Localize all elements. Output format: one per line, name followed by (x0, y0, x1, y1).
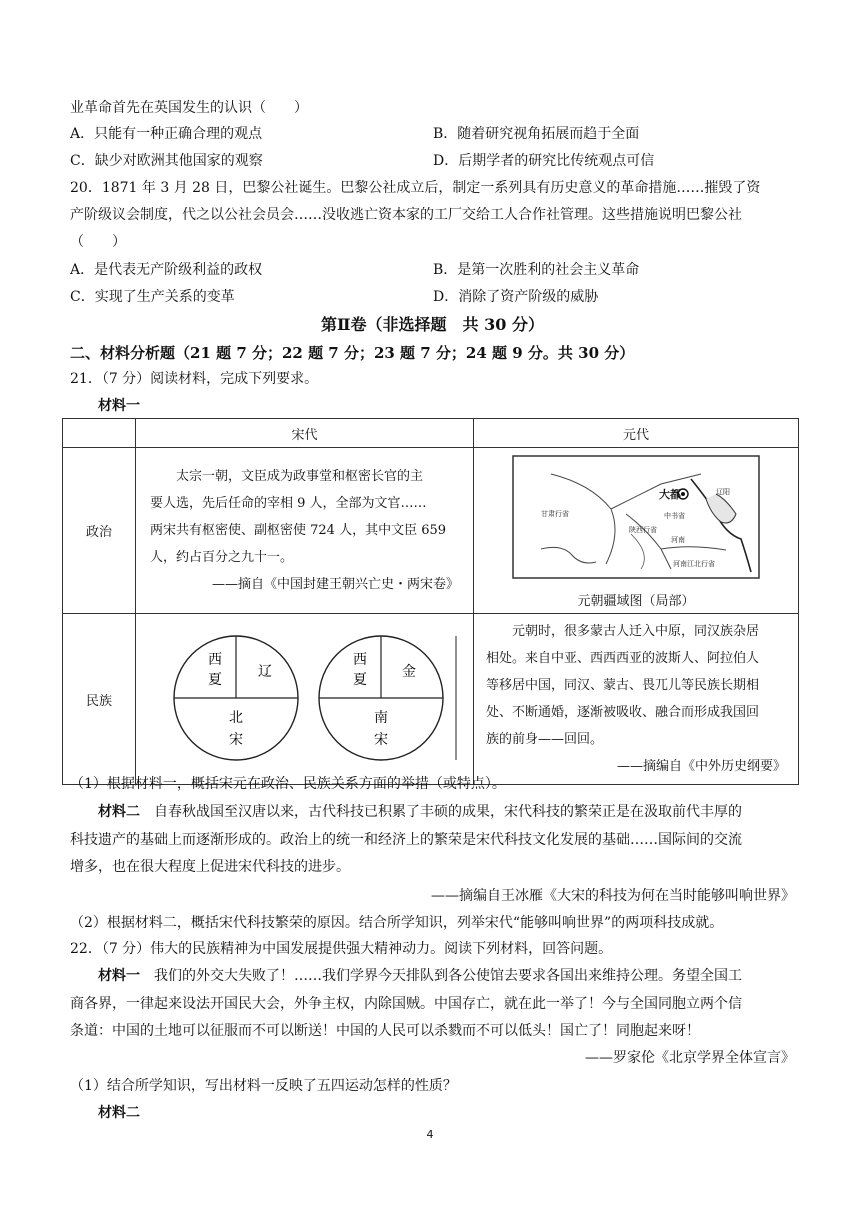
q19-option-d: D．后期学者的研究比传统观点可信 (433, 153, 655, 169)
map-label-henanjiangbei: 河南江北行省 (673, 560, 715, 568)
q22-material1-text-1: 我们的外交大失败了！……我们学界今天排队到各公使馆去要求各国出来维持公理。务望全国工 (140, 968, 742, 984)
song-politics-source: ——摘自《中国封建王朝兴亡史・两宋卷》 (211, 577, 459, 592)
col-header-song: 宋代 (136, 419, 474, 448)
q19-option-a: A．只能有一种正确合理的观点 (70, 126, 263, 142)
material1-label: 材料一 (98, 398, 140, 414)
song-politics-cell (136, 448, 474, 614)
circle2-xixia-2: 夏 (353, 672, 367, 688)
q20-line-2: 产阶级议会制度，代之以公社会员会……没收逃亡资本家的工厂交给工人合作社管理。这些措施说明巴黎公社 (70, 207, 742, 223)
map-label-dadu: 大都 (659, 488, 681, 501)
circle1-xixia-1: 西 (208, 652, 222, 668)
q19-stem-tail: 业革命首先在英国发生的认识（ ） (70, 100, 308, 116)
table-corner (63, 419, 136, 448)
material2-source: ——摘编自王冰雁《大宋的科技为何在当时能够叫响世界》 (431, 888, 795, 904)
yuan-ethnic-line: 等移居中国，同汉、蒙古、畏兀儿等民族长期相 (486, 678, 760, 693)
row-label-politics: 政治 (63, 448, 136, 614)
material2-label: 材料二 (98, 804, 140, 820)
circle1-tr: 辽 (258, 664, 272, 680)
map-label-shaanxi: 陕西行省 (629, 526, 657, 534)
q20-line-1: 20．1871 年 3 月 28 日，巴黎公社诞生。巴黎公社成立后，制定一系列具有历史意义的革命措施……摧毁了资 (70, 180, 761, 196)
song-politics-line: 两宋共有枢密使、副枢密使 724 人，其中文臣 659 (150, 523, 447, 538)
circle1-bottom-1: 北 (229, 710, 243, 726)
yuan-ethnic-source: ——摘编自《中外历史纲要》 (616, 759, 786, 774)
q22-material1-line-1 (98, 964, 795, 988)
song-politics-line: 太宗一朝，文臣成为政事堂和枢密长官的主 (176, 469, 424, 484)
q21-subquestion-1: （1）根据材料一，概括宋元在政治、民族关系方面的举措（或特点）。 (70, 776, 506, 792)
q20-option-b: B．是第一次胜利的社会主义革命 (433, 262, 640, 278)
q20-option-c: C．实现了生产关系的变革 (70, 289, 235, 305)
material2-line-1 (98, 800, 795, 824)
q22-stem: 22．（7 分）伟大的民族精神为中国发展提供强大精神动力。阅读下列材料，回答问题。 (70, 941, 613, 957)
page-number: 4 (426, 1128, 434, 1141)
q19-option-b: B．随着研究视角拓展而趋于全面 (433, 126, 640, 142)
part2-title: 第Ⅱ卷（非选择题 共 30 分） (321, 315, 544, 334)
circle-southern-song (319, 636, 443, 760)
circle1-bottom-2: 宋 (229, 732, 243, 748)
circle2-tr: 金 (402, 664, 416, 680)
yuan-ethnic-cell (474, 614, 799, 785)
yuan-ethnic-line: 相处。来自中亚、西西西亚的波斯人、阿拉伯人 (486, 651, 760, 666)
map-label-gansu: 甘肃行省 (541, 510, 569, 518)
circle2-xixia-1: 西 (353, 652, 367, 668)
circle-northern-song (174, 636, 298, 760)
map-label-zhongshu: 中书省 (664, 512, 685, 520)
song-politics-line: 人，约占百分之九十一。 (150, 550, 294, 565)
q21-subquestion-2: （2）根据材料二，概括宋代科技繁荣的原因。结合所学知识，列举宋代“能够叫响世界”的两项科技成就。 (70, 915, 724, 931)
q20-option-d: D．消除了资产阶级的威胁 (433, 289, 599, 305)
yuan-map-cell (474, 448, 799, 614)
q22-material1-label: 材料一 (98, 968, 140, 984)
yuan-ethnic-line: 处、不断通婚，逐渐被吸收、融合而形成我国回 (486, 705, 760, 720)
map-label-henan: 河南 (671, 536, 685, 544)
q19-option-c: C．缺少对欧洲其他国家的观察 (70, 153, 263, 169)
col-header-yuan: 元代 (474, 419, 799, 448)
q21-stem: 21．（7 分）阅读材料，完成下列要求。 (70, 371, 319, 387)
circle2-bottom-1: 南 (374, 710, 388, 726)
yuan-territory-map (511, 454, 761, 580)
material2-line-2: 科技遗产的基础上而逐渐形成的。政治上的统一和经济上的繁荣是宋代科技文化发展的基础……国际间的交流 (70, 832, 742, 848)
circle1-xixia-2: 夏 (208, 672, 222, 688)
material1-table (62, 418, 799, 785)
material2-text-1: 自春秋战国至汉唐以来，古代科技已积累了丰硕的成果，宋代科技的繁荣正是在汲取前代丰厚的 (140, 804, 742, 820)
yuan-ethnic-line: 族的前身——回回。 (486, 732, 604, 747)
song-ethnic-cell (136, 614, 474, 785)
song-politics-line: 要人选，先后任命的宰相 9 人，全部为文官…… (150, 496, 427, 511)
map-caption: 元朝疆域图（局部） (577, 594, 695, 609)
q22-material1-line-2: 商各界，一律起来设法开国民大会，外争主权，内除国贼。中国存亡，就在此一举了！今与全国同胞立两个信 (70, 996, 742, 1012)
q20-option-a: A．是代表无产阶级利益的政权 (70, 262, 263, 278)
q22-material2-label: 材料二 (98, 1105, 140, 1121)
map-label-liaoyang: 辽阳 (716, 488, 730, 496)
yuan-ethnic-line: 元朝时，很多蒙古人迁入中原，同汉族杂居 (512, 624, 760, 639)
q20-line-3: （ ） (70, 234, 126, 250)
regime-circles-diagram (136, 628, 466, 768)
q22-material1-line-3: 条道：中国的土地可以征服而不可以断送！中国的人民可以杀戮而不可以低头！国亡了！同胞起来呀！ (70, 1023, 700, 1039)
q22-subquestion-1: （1）结合所学知识，写出材料一反映了五四运动怎样的性质？ (70, 1078, 457, 1094)
row-label-ethnic: 民族 (63, 614, 136, 785)
q22-material1-source: ——罗家伦《北京学界全体宣言》 (585, 1050, 795, 1066)
material2-line-3: 增多，也在很大程度上促进宋代科技的进步。 (70, 859, 350, 875)
circle2-bottom-2: 宋 (374, 732, 388, 748)
section-title: 二、材料分析题（21 题 7 分；22 题 7 分；23 题 7 分；24 题 9 分。共 30 分） (70, 344, 635, 362)
